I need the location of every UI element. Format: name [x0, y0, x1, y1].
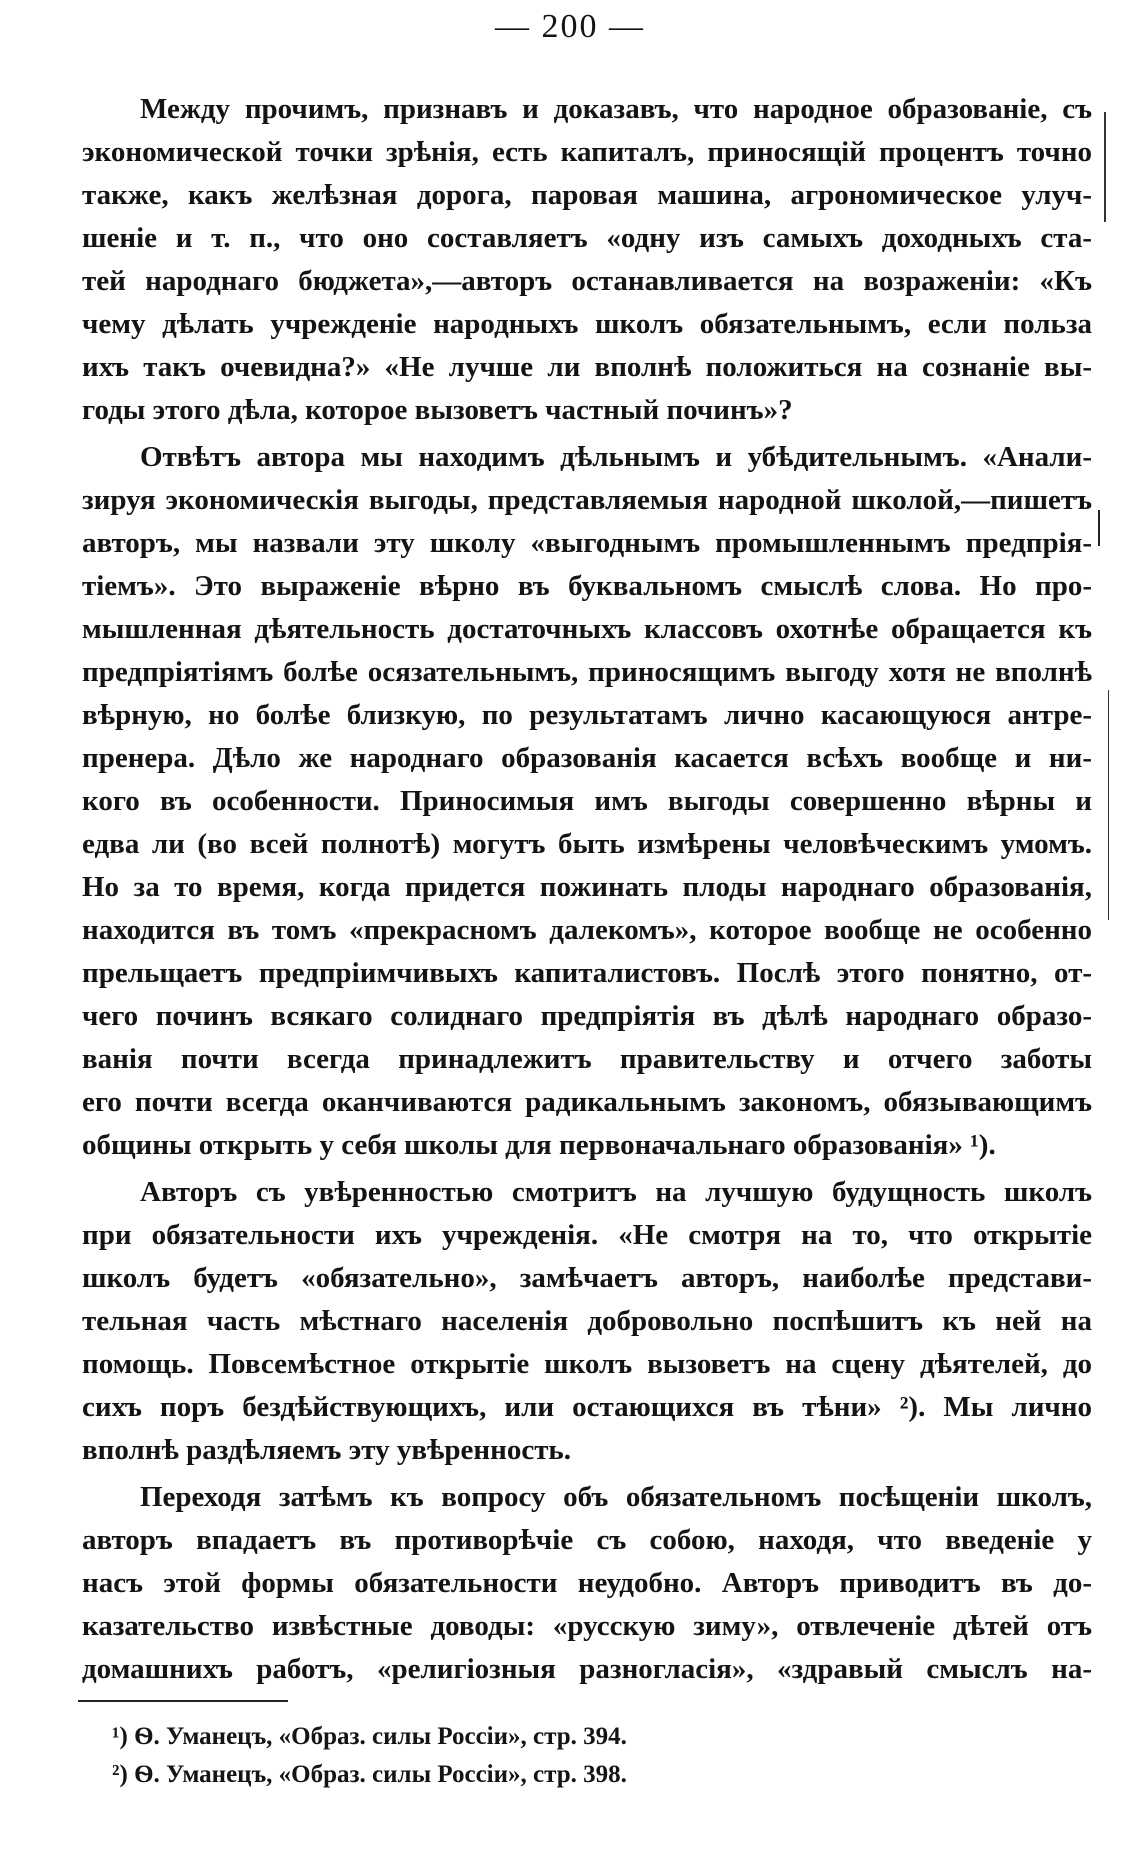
margin-pencil-mark [1108, 690, 1109, 920]
footnote-1: ¹) Ѳ. Уманецъ, «Образ. силы Россіи», стр. 394. [112, 1723, 627, 1750]
paragraph-1 [82, 88, 1092, 432]
text-line: предпріятіямъ болѣе осязательнымъ, приносящимъ выгоду хотя не вполнѣ [82, 656, 1092, 688]
text-line: кого въ особенности. Приносимыя имъ выгоды совершенно вѣрны и [82, 785, 1092, 817]
text-line: домашнихъ работъ, «религіозныя разногласія», «здравый смыслъ на- [82, 1653, 1092, 1685]
text-line: общины открыть у себя школы для первоначальнаго образованія» ¹). [82, 1129, 996, 1161]
text-line: Но за то время, когда придется пожинать плоды народнаго образованія, [82, 871, 1092, 903]
body-text [82, 88, 1092, 1691]
text-line: шеніе и т. п., что оно составляетъ «одну изъ самыхъ доходныхъ ста- [82, 222, 1092, 254]
paragraph-3 [82, 1171, 1092, 1472]
page-number: — 200 — [495, 8, 645, 45]
text-line: едва ли (во всей полнотѣ) могутъ быть измѣрены человѣческимъ умомъ. [82, 828, 1092, 860]
text-line: мышленная дѣятельность достаточныхъ классовъ охотнѣе обращается къ [82, 613, 1092, 645]
text-line: Переходя затѣмъ къ вопросу объ обязательномъ посѣщеніи школъ, [140, 1481, 1092, 1513]
paragraph-4 [82, 1476, 1092, 1691]
margin-bracket-mark [1098, 510, 1100, 546]
text-line: Отвѣтъ автора мы находимъ дѣльнымъ и убѣдительнымъ. «Анали- [140, 441, 1092, 473]
footnote-2: ²) Ѳ. Уманецъ, «Образ. силы Россіи», стр. 398. [112, 1761, 627, 1788]
text-line: Между прочимъ, признавъ и доказавъ, что народное образованіе, съ [140, 93, 1092, 125]
text-line: находится въ томъ «прекрасномъ далекомъ», которое вообще не особенно [82, 914, 1092, 946]
text-line: авторъ, мы назвали эту школу «выгоднымъ промышленнымъ предпрія- [82, 527, 1092, 559]
text-line: насъ этой формы обязательности неудобно. Авторъ приводитъ въ до- [82, 1567, 1092, 1599]
text-line: тіемъ». Это выраженіе вѣрно въ буквальномъ смыслѣ слова. Но про- [82, 570, 1092, 602]
text-line: пренера. Дѣло же народнаго образованія касается всѣхъ вообще и ни- [82, 742, 1092, 774]
text-line: ихъ такъ очевидна?» «Не лучше ли вполнѣ положиться на сознаніе вы- [82, 351, 1092, 383]
text-line: тельная часть мѣстнаго населенія добровольно поспѣшитъ къ ней на [82, 1305, 1092, 1337]
text-line: прельщаетъ предпріимчивыхъ капиталистовъ. Послѣ этого понятно, от- [82, 957, 1092, 989]
paragraph-2 [82, 436, 1092, 1167]
margin-pencil-mark [1104, 112, 1106, 222]
text-line: сихъ поръ бездѣйствующихъ, или остающихся въ тѣни» ²). Мы лично [82, 1391, 1092, 1423]
text-line: школъ будетъ «обязательно», замѣчаетъ авторъ, наиболѣе представи- [82, 1262, 1092, 1294]
text-line: экономической точки зрѣнія, есть капиталъ, приносящій процентъ точно [82, 136, 1092, 168]
text-line: Авторъ съ увѣренностью смотритъ на лучшую будущность школъ [140, 1176, 1092, 1208]
text-line: авторъ впадаетъ въ противорѣчіе съ собою, находя, что введеніе у [82, 1524, 1092, 1556]
text-line: годы этого дѣла, которое вызоветъ частный починъ»? [82, 394, 793, 426]
text-line: чего починъ всякаго солиднаго предпріятія въ дѣлѣ народнаго образо- [82, 1000, 1092, 1032]
footnotes [112, 1718, 812, 1794]
text-line: его почти всегда оканчиваются радикальнымъ закономъ, обязывающимъ [82, 1086, 1092, 1118]
text-line: чему дѣлать учрежденіе народныхъ школъ обязательнымъ, если польза [82, 308, 1092, 340]
text-line: при обязательности ихъ учрежденія. «Не смотря на то, что открытіе [82, 1219, 1092, 1251]
text-line: тей народнаго бюджета»,—авторъ останавливается на возраженіи: «Къ [82, 265, 1092, 297]
text-line: вѣрную, но болѣе близкую, по результатамъ лично касающуюся антре- [82, 699, 1092, 731]
footnote-divider [78, 1700, 288, 1702]
text-line: также, какъ желѣзная дорога, паровая машина, агрономическое улуч- [82, 179, 1092, 211]
text-line: зируя экономическія выгоды, представляемыя народной школой,—пишетъ [82, 484, 1092, 516]
text-line: помощь. Повсемѣстное открытіе школъ вызоветъ на сцену дѣятелей, до [82, 1348, 1092, 1380]
text-line: вполнѣ раздѣляемъ эту увѣренность. [82, 1434, 572, 1466]
text-line: казательство извѣстные доводы: «русскую зиму», отвлеченіе дѣтей отъ [82, 1610, 1092, 1642]
text-line: ванія почти всегда принадлежитъ правительству и отчего заботы [82, 1043, 1092, 1075]
